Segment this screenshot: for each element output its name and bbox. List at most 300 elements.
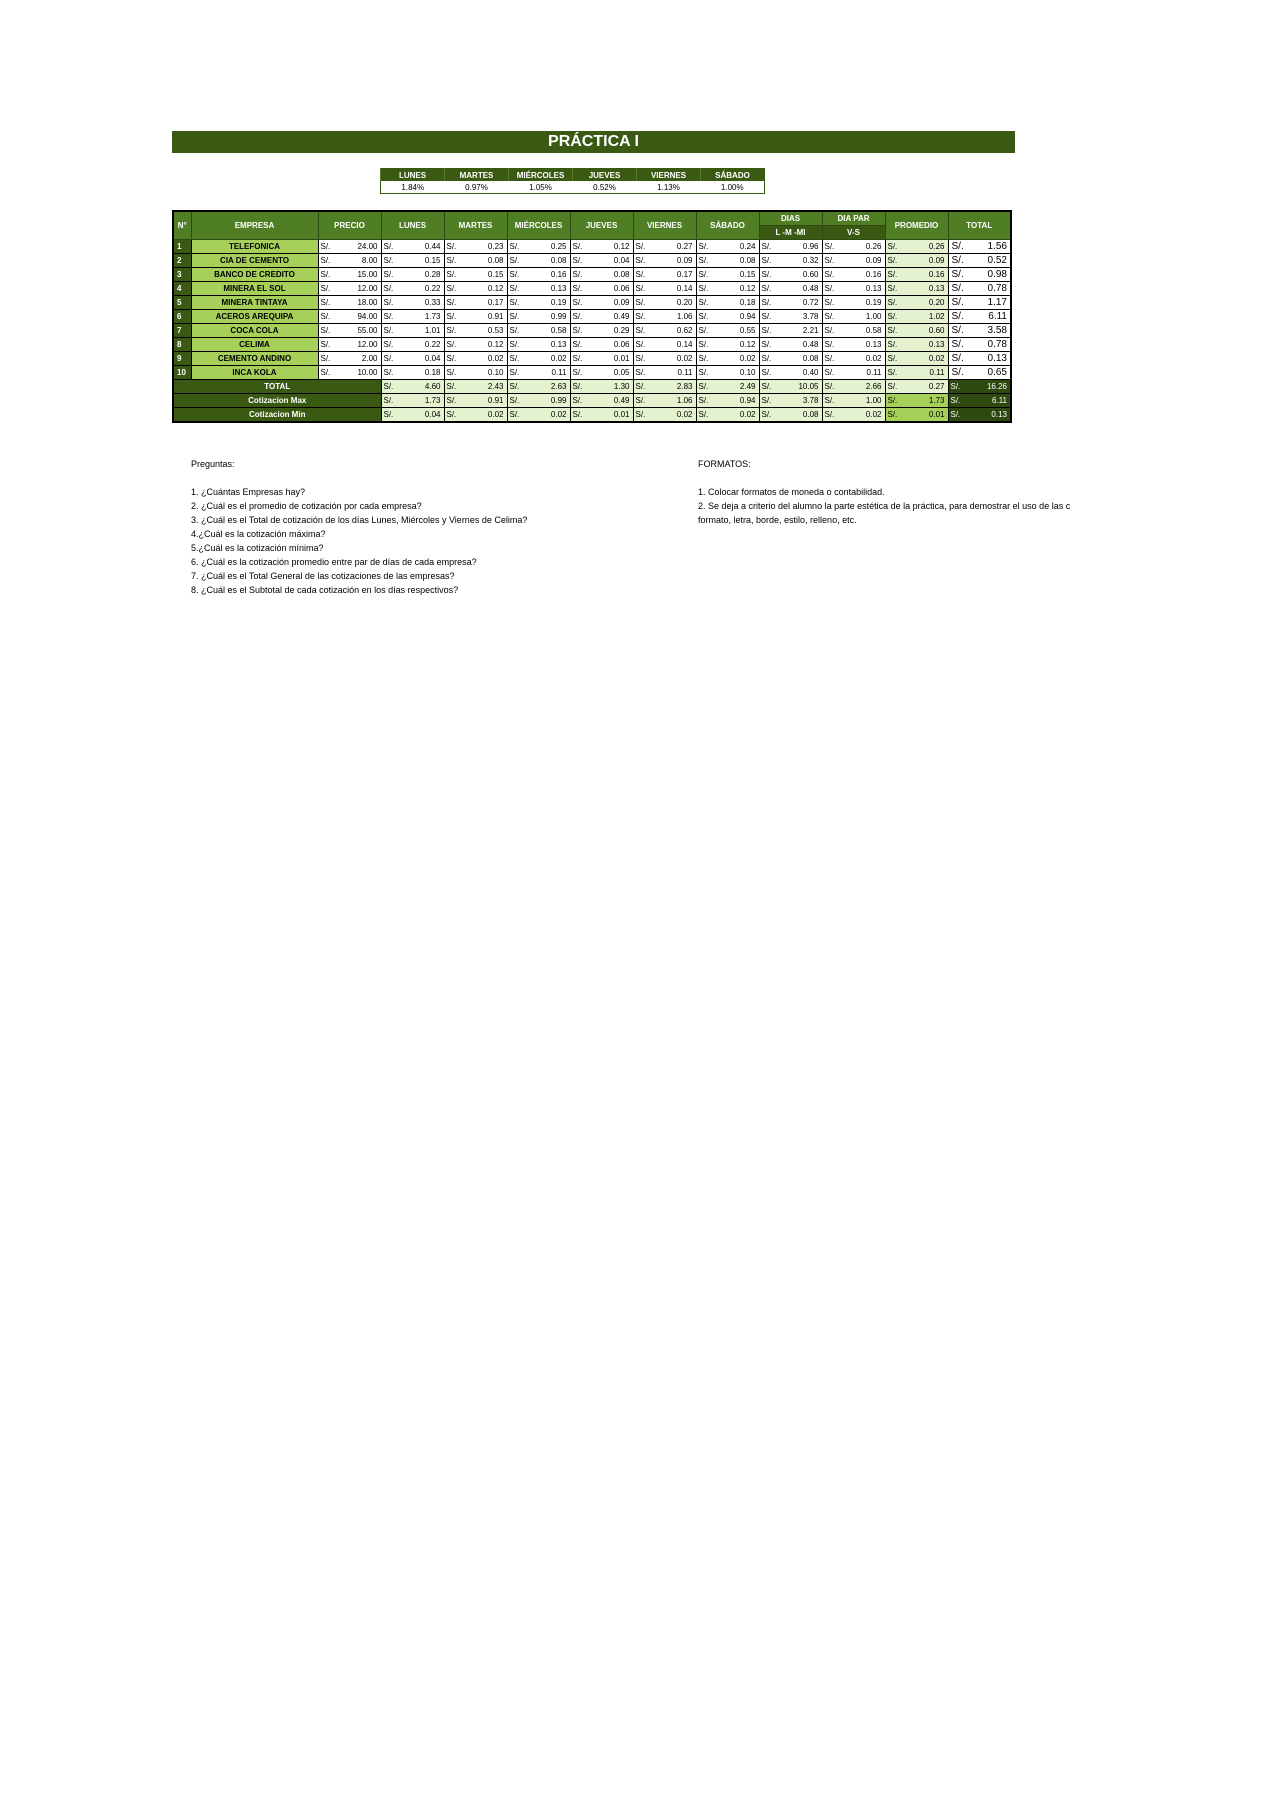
- footer-promedio-cell[interactable]: [885, 394, 948, 408]
- currency-symbol: S/.: [383, 326, 394, 335]
- price-cell[interactable]: [318, 254, 381, 268]
- row-number[interactable]: 7: [173, 324, 191, 338]
- sabado-cell[interactable]: [696, 240, 759, 254]
- currency-symbol: S/.: [383, 242, 394, 251]
- footer-label: TOTAL: [173, 380, 381, 394]
- cell-value: 0.13: [987, 353, 1007, 364]
- martes-cell[interactable]: [444, 310, 507, 324]
- cell-value: 0.33: [424, 298, 441, 307]
- table-footer: [173, 380, 1011, 423]
- footer-miercoles-cell[interactable]: [507, 408, 570, 423]
- currency-symbol: S/.: [887, 340, 898, 349]
- header-empresa: EMPRESA: [191, 211, 318, 240]
- cell-value: 0.16: [928, 270, 945, 279]
- footer-viernes-cell[interactable]: [633, 380, 696, 394]
- rate-value[interactable]: 1.00%: [701, 181, 765, 194]
- martes-cell[interactable]: [444, 282, 507, 296]
- sabado-cell[interactable]: [696, 282, 759, 296]
- cell-value: 0.15: [424, 256, 441, 265]
- viernes-cell[interactable]: [633, 338, 696, 352]
- lunes-cell[interactable]: [381, 310, 444, 324]
- total-cell[interactable]: [948, 338, 1011, 352]
- footer-promedio-cell[interactable]: [885, 408, 948, 423]
- currency-symbol: S/.: [320, 368, 331, 377]
- company-name[interactable]: MINERA TINTAYA: [191, 296, 318, 310]
- jueves-cell[interactable]: [570, 296, 633, 310]
- currency-symbol: S/.: [320, 284, 331, 293]
- row-number[interactable]: 5: [173, 296, 191, 310]
- martes-cell[interactable]: [444, 324, 507, 338]
- currency-symbol: S/.: [951, 353, 964, 364]
- total-cell[interactable]: [948, 254, 1011, 268]
- preguntas-heading: Preguntas:: [191, 459, 235, 469]
- company-name[interactable]: COCA COLA: [191, 324, 318, 338]
- cell-value: 0.25: [550, 242, 567, 251]
- martes-cell[interactable]: [444, 296, 507, 310]
- footer-sabado-cell[interactable]: [696, 394, 759, 408]
- footer-miercoles-cell[interactable]: [507, 394, 570, 408]
- miercoles-cell[interactable]: [507, 366, 570, 380]
- currency-symbol: S/.: [950, 396, 961, 405]
- sabado-cell[interactable]: [696, 366, 759, 380]
- dias-cell[interactable]: [759, 310, 822, 324]
- price-cell[interactable]: [318, 352, 381, 366]
- formatos-block: [698, 457, 1280, 527]
- currency-symbol: S/.: [887, 298, 898, 307]
- promedio-cell[interactable]: [885, 240, 948, 254]
- cell-value: 1.56: [987, 241, 1007, 252]
- cell-value: 0.04: [424, 410, 441, 419]
- diapar-cell[interactable]: [822, 240, 885, 254]
- footer-dias-cell[interactable]: [759, 408, 822, 423]
- table-row: [173, 240, 1011, 254]
- currency-symbol: S/.: [824, 396, 835, 405]
- currency-symbol: S/.: [635, 298, 646, 307]
- cell-value: 0.48: [802, 340, 819, 349]
- cell-value: 0.55: [739, 326, 756, 335]
- currency-symbol: S/.: [572, 270, 583, 279]
- table-row: [173, 254, 1011, 268]
- cell-value: 8.00: [361, 256, 378, 265]
- promedio-cell[interactable]: [885, 282, 948, 296]
- table-row: [173, 352, 1011, 366]
- pregunta-item: 5.¿Cuál es la cotización mínima?: [191, 543, 324, 553]
- cell-value: 1.73: [424, 396, 441, 405]
- cell-value: 0.08: [613, 270, 630, 279]
- dias-cell[interactable]: [759, 282, 822, 296]
- diapar-cell[interactable]: [822, 324, 885, 338]
- miercoles-cell[interactable]: [507, 338, 570, 352]
- diapar-cell[interactable]: [822, 352, 885, 366]
- cell-value: 0.53: [487, 326, 504, 335]
- viernes-cell[interactable]: [633, 366, 696, 380]
- promedio-cell[interactable]: [885, 268, 948, 282]
- dias-cell[interactable]: [759, 268, 822, 282]
- cell-value: 0.19: [865, 298, 882, 307]
- currency-symbol: S/.: [761, 368, 772, 377]
- currency-symbol: S/.: [509, 242, 520, 251]
- miercoles-cell[interactable]: [507, 240, 570, 254]
- currency-symbol: S/.: [509, 396, 520, 405]
- cell-value: 0.12: [487, 284, 504, 293]
- currency-symbol: S/.: [887, 312, 898, 321]
- currency-symbol: S/.: [572, 382, 583, 391]
- cell-value: 0.18: [424, 368, 441, 377]
- cell-value: 0.91: [487, 396, 504, 405]
- currency-symbol: S/.: [572, 242, 583, 251]
- rate-value[interactable]: 1.13%: [637, 181, 701, 194]
- footer-diapar-cell[interactable]: [822, 408, 885, 423]
- martes-cell[interactable]: [444, 338, 507, 352]
- footer-dias-cell[interactable]: [759, 394, 822, 408]
- footer-sabado-cell[interactable]: [696, 408, 759, 423]
- row-number[interactable]: 1: [173, 240, 191, 254]
- row-number[interactable]: 10: [173, 366, 191, 380]
- company-name[interactable]: CELIMA: [191, 338, 318, 352]
- miercoles-cell[interactable]: [507, 282, 570, 296]
- currency-symbol: S/.: [761, 298, 772, 307]
- price-cell[interactable]: [318, 296, 381, 310]
- currency-symbol: S/.: [761, 242, 772, 251]
- currency-symbol: S/.: [635, 354, 646, 363]
- currency-symbol: S/.: [320, 312, 331, 321]
- miercoles-cell[interactable]: [507, 296, 570, 310]
- total-cell[interactable]: [948, 282, 1011, 296]
- row-number[interactable]: 9: [173, 352, 191, 366]
- miercoles-cell[interactable]: [507, 254, 570, 268]
- viernes-cell[interactable]: [633, 296, 696, 310]
- rate-value[interactable]: 1.05%: [509, 181, 573, 194]
- footer-viernes-cell[interactable]: [633, 394, 696, 408]
- dias-cell[interactable]: [759, 296, 822, 310]
- promedio-cell[interactable]: [885, 324, 948, 338]
- footer-jueves-cell[interactable]: [570, 394, 633, 408]
- sabado-cell[interactable]: [696, 296, 759, 310]
- viernes-cell[interactable]: [633, 254, 696, 268]
- cell-value: 0.02: [676, 354, 693, 363]
- currency-symbol: S/.: [320, 270, 331, 279]
- cell-value: 1.73: [424, 312, 441, 321]
- viernes-cell[interactable]: [633, 310, 696, 324]
- cell-value: 0.26: [928, 242, 945, 251]
- cell-value: 0.10: [739, 368, 756, 377]
- cell-value: 0.72: [802, 298, 819, 307]
- footer-jueves-cell[interactable]: [570, 380, 633, 394]
- cell-value: 0.06: [613, 340, 630, 349]
- company-name[interactable]: BANCO DE CREDITO: [191, 268, 318, 282]
- footer-sabado-cell[interactable]: [696, 380, 759, 394]
- jueves-cell[interactable]: [570, 282, 633, 296]
- currency-symbol: S/.: [320, 256, 331, 265]
- footer-total-cell[interactable]: [948, 380, 1011, 394]
- company-name[interactable]: CEMENTO ANDINO: [191, 352, 318, 366]
- currency-symbol: S/.: [635, 326, 646, 335]
- cell-value: 0.23: [487, 242, 504, 251]
- cell-value: 0.52: [987, 255, 1007, 266]
- cell-value: 2.63: [550, 382, 567, 391]
- miercoles-cell[interactable]: [507, 352, 570, 366]
- footer-martes-cell[interactable]: [444, 394, 507, 408]
- cell-value: 0.02: [487, 410, 504, 419]
- currency-symbol: S/.: [698, 256, 709, 265]
- cell-value: 0.12: [739, 284, 756, 293]
- currency-symbol: S/.: [824, 256, 835, 265]
- total-cell[interactable]: [948, 268, 1011, 282]
- rate-header: MIÉRCOLES: [509, 169, 573, 182]
- cell-value: 10.05: [798, 382, 819, 391]
- total-cell[interactable]: [948, 324, 1011, 338]
- viernes-cell[interactable]: [633, 324, 696, 338]
- cell-value: 0.20: [928, 298, 945, 307]
- jueves-cell[interactable]: [570, 310, 633, 324]
- cell-value: 1.73: [928, 396, 945, 405]
- diapar-cell[interactable]: [822, 268, 885, 282]
- cell-value: 55.00: [357, 326, 378, 335]
- currency-symbol: S/.: [824, 312, 835, 321]
- jueves-cell[interactable]: [570, 366, 633, 380]
- jueves-cell[interactable]: [570, 338, 633, 352]
- cell-value: 0.04: [424, 354, 441, 363]
- currency-symbol: S/.: [383, 270, 394, 279]
- promedio-cell[interactable]: [885, 296, 948, 310]
- viernes-cell[interactable]: [633, 268, 696, 282]
- sabado-cell[interactable]: [696, 268, 759, 282]
- dias-cell[interactable]: [759, 240, 822, 254]
- cell-value: 2.66: [865, 382, 882, 391]
- cell-value: 0.99: [550, 396, 567, 405]
- header-diapar: DIA PAR: [822, 211, 885, 226]
- price-cell[interactable]: [318, 338, 381, 352]
- cell-value: 0.12: [613, 242, 630, 251]
- footer-lunes-cell[interactable]: [381, 380, 444, 394]
- jueves-cell[interactable]: [570, 240, 633, 254]
- viernes-cell[interactable]: [633, 282, 696, 296]
- cell-value: 0.13: [550, 340, 567, 349]
- footer-martes-cell[interactable]: [444, 408, 507, 423]
- currency-symbol: S/.: [446, 242, 457, 251]
- total-cell[interactable]: [948, 240, 1011, 254]
- pregunta-item: 7. ¿Cuál es el Total General de las cotizaciones de las empresas?: [191, 571, 455, 581]
- jueves-cell[interactable]: [570, 352, 633, 366]
- sabado-cell[interactable]: [696, 324, 759, 338]
- jueves-cell[interactable]: [570, 324, 633, 338]
- currency-symbol: S/.: [446, 270, 457, 279]
- lunes-cell[interactable]: [381, 296, 444, 310]
- diapar-cell[interactable]: [822, 338, 885, 352]
- price-cell[interactable]: [318, 268, 381, 282]
- currency-symbol: S/.: [509, 382, 520, 391]
- footer-lunes-cell[interactable]: [381, 394, 444, 408]
- footer-lunes-cell[interactable]: [381, 408, 444, 423]
- currency-symbol: S/.: [698, 242, 709, 251]
- rates-table: [380, 168, 765, 194]
- lunes-cell[interactable]: [381, 268, 444, 282]
- currency-symbol: S/.: [446, 284, 457, 293]
- cell-value: 0.13: [865, 284, 882, 293]
- lunes-cell[interactable]: [381, 282, 444, 296]
- footer-miercoles-cell[interactable]: [507, 380, 570, 394]
- rate-header: MARTES: [445, 169, 509, 182]
- cell-value: 0.58: [550, 326, 567, 335]
- viernes-cell[interactable]: [633, 240, 696, 254]
- currency-symbol: S/.: [951, 367, 964, 378]
- footer-diapar-cell[interactable]: [822, 380, 885, 394]
- footer-jueves-cell[interactable]: [570, 408, 633, 423]
- rate-value[interactable]: 0.97%: [445, 181, 509, 194]
- martes-cell[interactable]: [444, 268, 507, 282]
- cell-value: 0.28: [424, 270, 441, 279]
- currency-symbol: S/.: [761, 256, 772, 265]
- header-viernes: VIERNES: [633, 211, 696, 240]
- martes-cell[interactable]: [444, 352, 507, 366]
- cell-value: 2.83: [676, 382, 693, 391]
- currency-symbol: S/.: [509, 256, 520, 265]
- currency-symbol: S/.: [698, 396, 709, 405]
- cell-value: 0.02: [487, 354, 504, 363]
- currency-symbol: S/.: [635, 270, 646, 279]
- currency-symbol: S/.: [635, 396, 646, 405]
- total-cell[interactable]: [948, 366, 1011, 380]
- company-name[interactable]: CIA DE CEMENTO: [191, 254, 318, 268]
- row-number[interactable]: 3: [173, 268, 191, 282]
- sabado-cell[interactable]: [696, 254, 759, 268]
- company-name[interactable]: ACEROS AREQUIPA: [191, 310, 318, 324]
- dias-cell[interactable]: [759, 338, 822, 352]
- footer-row: [173, 380, 1011, 394]
- cell-value: 1.02: [928, 312, 945, 321]
- row-number[interactable]: 4: [173, 282, 191, 296]
- lunes-cell[interactable]: [381, 240, 444, 254]
- currency-symbol: S/.: [572, 354, 583, 363]
- currency-symbol: S/.: [761, 270, 772, 279]
- cell-value: 0.29: [613, 326, 630, 335]
- miercoles-cell[interactable]: [507, 310, 570, 324]
- price-cell[interactable]: [318, 282, 381, 296]
- header-num: N°: [173, 211, 191, 240]
- sabado-cell[interactable]: [696, 352, 759, 366]
- cell-value: 0.06: [613, 284, 630, 293]
- cell-value: 0.27: [928, 382, 945, 391]
- promedio-cell[interactable]: [885, 338, 948, 352]
- formato-item: 2. Se deja a criterio del alumno la parte estética de la práctica, para demostrar el uso de las c: [698, 501, 1071, 511]
- total-cell[interactable]: [948, 310, 1011, 324]
- promedio-cell[interactable]: [885, 254, 948, 268]
- currency-symbol: S/.: [951, 255, 964, 266]
- price-cell[interactable]: [318, 240, 381, 254]
- cell-value: 0.02: [739, 410, 756, 419]
- lunes-cell[interactable]: [381, 254, 444, 268]
- header-diapar-sub: V-S: [822, 226, 885, 240]
- lunes-cell[interactable]: [381, 352, 444, 366]
- martes-cell[interactable]: [444, 366, 507, 380]
- dias-cell[interactable]: [759, 352, 822, 366]
- cell-value: 0.60: [802, 270, 819, 279]
- miercoles-cell[interactable]: [507, 324, 570, 338]
- table-row: [173, 324, 1011, 338]
- lunes-cell[interactable]: [381, 338, 444, 352]
- footer-label: Cotizacion Max: [173, 394, 381, 408]
- footer-total-cell[interactable]: [948, 394, 1011, 408]
- currency-symbol: S/.: [824, 382, 835, 391]
- table-row: [173, 268, 1011, 282]
- currency-symbol: S/.: [572, 256, 583, 265]
- rate-value[interactable]: 1.84%: [381, 181, 445, 194]
- cell-value: 0.11: [866, 368, 882, 377]
- jueves-cell[interactable]: [570, 268, 633, 282]
- footer-promedio-cell[interactable]: [885, 380, 948, 394]
- company-name[interactable]: MINERA EL SOL: [191, 282, 318, 296]
- diapar-cell[interactable]: [822, 282, 885, 296]
- dias-cell[interactable]: [759, 366, 822, 380]
- viernes-cell[interactable]: [633, 352, 696, 366]
- company-name[interactable]: TELEFONICA: [191, 240, 318, 254]
- cell-value: 2.21: [802, 326, 819, 335]
- price-cell[interactable]: [318, 324, 381, 338]
- total-cell[interactable]: [948, 296, 1011, 310]
- currency-symbol: S/.: [446, 256, 457, 265]
- total-cell[interactable]: [948, 352, 1011, 366]
- currency-symbol: S/.: [824, 298, 835, 307]
- sabado-cell[interactable]: [696, 310, 759, 324]
- currency-symbol: S/.: [951, 241, 964, 252]
- cell-value: 0.11: [677, 368, 693, 377]
- row-number[interactable]: 8: [173, 338, 191, 352]
- currency-symbol: S/.: [698, 270, 709, 279]
- martes-cell[interactable]: [444, 254, 507, 268]
- cell-value: 0.02: [550, 354, 567, 363]
- currency-symbol: S/.: [446, 340, 457, 349]
- dias-cell[interactable]: [759, 254, 822, 268]
- lunes-cell[interactable]: [381, 366, 444, 380]
- formato-item: 1. Colocar formatos de moneda o contabilidad.: [698, 487, 885, 497]
- martes-cell[interactable]: [444, 240, 507, 254]
- diapar-cell[interactable]: [822, 296, 885, 310]
- cell-value: 0.02: [865, 354, 882, 363]
- dias-cell[interactable]: [759, 324, 822, 338]
- row-number[interactable]: 2: [173, 254, 191, 268]
- company-name[interactable]: INCA KOLA: [191, 366, 318, 380]
- footer-diapar-cell[interactable]: [822, 394, 885, 408]
- cell-value: 2.43: [487, 382, 504, 391]
- currency-symbol: S/.: [509, 312, 520, 321]
- diapar-cell[interactable]: [822, 366, 885, 380]
- footer-viernes-cell[interactable]: [633, 408, 696, 423]
- footer-dias-cell[interactable]: [759, 380, 822, 394]
- footer-total-cell[interactable]: [948, 408, 1011, 423]
- lunes-cell[interactable]: [381, 324, 444, 338]
- cell-value: 1.00: [865, 312, 882, 321]
- diapar-cell[interactable]: [822, 254, 885, 268]
- promedio-cell[interactable]: [885, 352, 948, 366]
- row-number[interactable]: 6: [173, 310, 191, 324]
- sabado-cell[interactable]: [696, 338, 759, 352]
- currency-symbol: S/.: [698, 410, 709, 419]
- price-cell[interactable]: [318, 366, 381, 380]
- promedio-cell[interactable]: [885, 366, 948, 380]
- footer-martes-cell[interactable]: [444, 380, 507, 394]
- currency-symbol: S/.: [887, 396, 898, 405]
- diapar-cell[interactable]: [822, 310, 885, 324]
- table-row: [173, 282, 1011, 296]
- rate-value[interactable]: 0.52%: [573, 181, 637, 194]
- price-cell[interactable]: [318, 310, 381, 324]
- jueves-cell[interactable]: [570, 254, 633, 268]
- currency-symbol: S/.: [572, 410, 583, 419]
- currency-symbol: S/.: [887, 382, 898, 391]
- currency-symbol: S/.: [635, 312, 646, 321]
- miercoles-cell[interactable]: [507, 268, 570, 282]
- promedio-cell[interactable]: [885, 310, 948, 324]
